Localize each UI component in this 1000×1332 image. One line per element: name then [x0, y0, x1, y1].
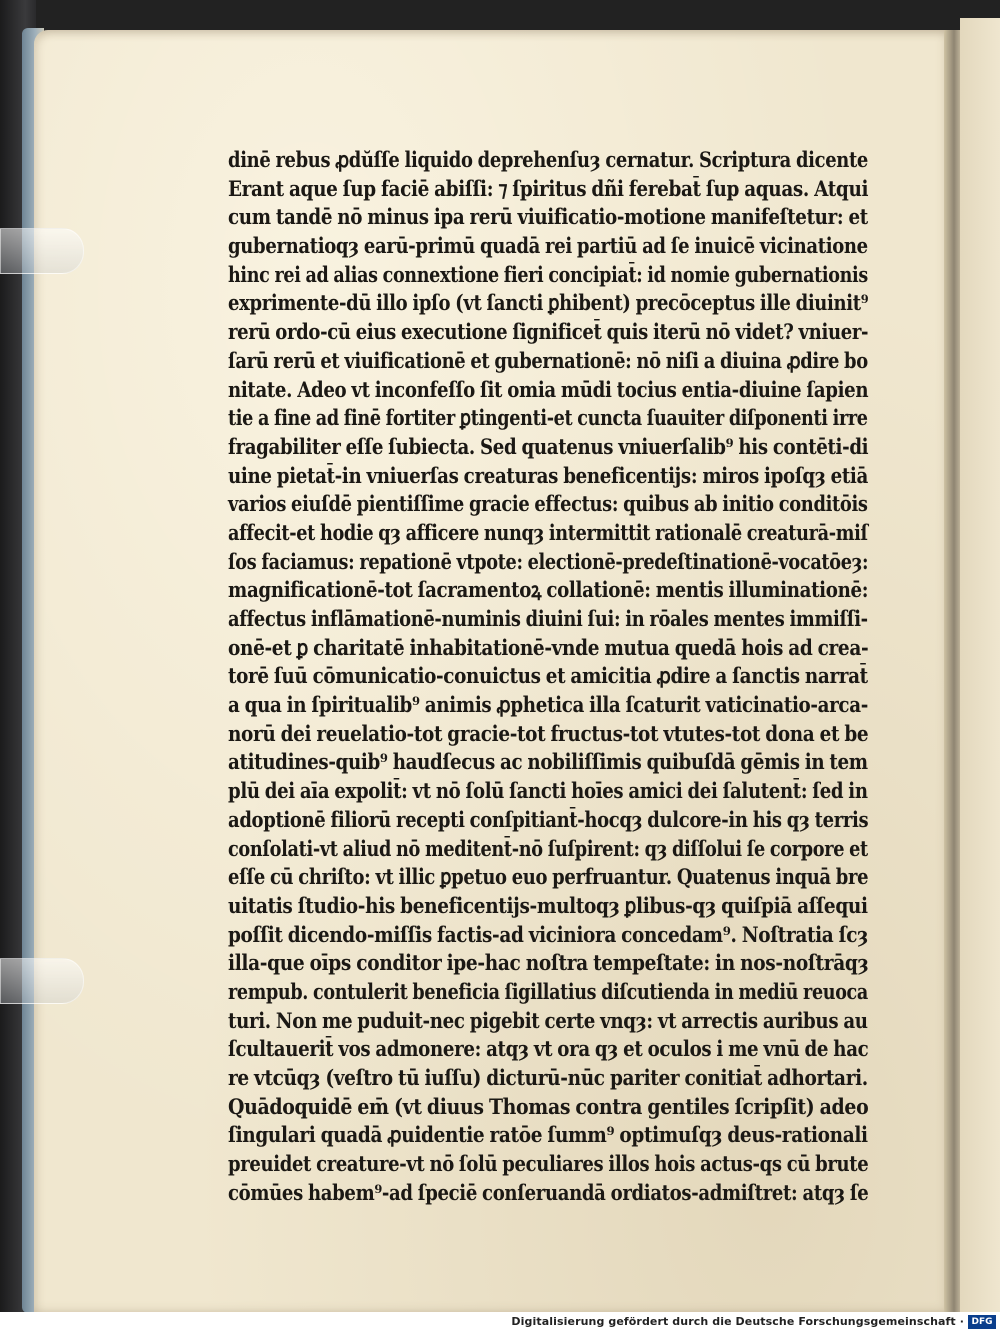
text-line: onē-et ꝑ charitatē inhabitationē-vnde mutua quedā hois ad crea-: [228, 634, 869, 660]
funding-credit: Digitalisierung gefördert durch die Deutsche Forschungsgemeinschaft ·: [511, 1315, 964, 1328]
text-line: plū dei aīa expolit̄: vt nō ſolū ſancti hoīes amici dei ſalutent̄: ſed in: [228, 778, 868, 804]
page-clip-upper: [0, 228, 84, 274]
dfg-logo-icon: DFG: [968, 1315, 996, 1329]
text-line: uine pietat̄-in vniuerſas creaturas beneficentijs: miros ipoſqȝ etiā: [228, 462, 868, 488]
text-line: rerū ordo-cū eius executione ſignificet̄ quis iterū nō videt? vniuer-: [228, 319, 869, 345]
facing-page-edge: [960, 18, 1000, 1312]
text-line: cum tandē nō minus ipa rerū viuificatio-motione manifeſtetur: et: [228, 204, 868, 230]
text-line: fragabiliter eſſe ſubiecta. Sed quatenus vniuerſalib⁹ his contēti-di: [228, 433, 869, 459]
text-line: gubernatioqȝ earū-primū quadā rei partiū ad ſe inuicē vicinatione: [228, 233, 868, 259]
page-clip-lower: [0, 958, 84, 1004]
text-line: Erant aque ſup faciē abiſſi: ⁊ ſpiritus dñi ferebat̄ ſup aquas. Atqui: [228, 175, 869, 201]
text-line: Quādoquidē em̄ (vt diuus Thomas contra gentiles ſcripſit) adeo: [228, 1093, 869, 1119]
text-line: conſolati-vt aliud nō meditent̄-nō ſuſpirent: qȝ diſſolui ſe corpore et: [228, 835, 868, 861]
footer-bar: [0, 1312, 1000, 1332]
text-line: atitudines-quib⁹ haudſecus ac nobiliſſimis quibuſdā gēmis in tem: [228, 749, 868, 775]
text-line: ſingulari quadā ꝓuidentie ratōe ſumm⁹ optimuſqȝ deus-rationali: [228, 1122, 868, 1148]
text-line: preuidet creature-vt nō ſolū peculiares illos hois actus-qs cū brute: [228, 1151, 869, 1177]
text-line: varios eiuſdē pientiſſime gracie effectus: quibus ab initio conditōis: [228, 491, 868, 517]
text-line: ſcultauerit̄ vos admonere: atqȝ vt ora qȝ et oculos i me vnū de hac: [228, 1036, 869, 1062]
text-line: affecit-et hodie qȝ afficere nunqȝ intermittit rationalē creaturā-miſ: [228, 519, 868, 545]
text-line: dinē rebus ꝓdŭſſe liquido deprehenſuȝ cernatur. Scriptura dicente: [228, 147, 868, 172]
text-line: rempub. contulerit beneficia ſigillatius diſcutienda in mediū reuoca: [228, 978, 868, 1004]
text-line: exprimente-dū illo ipſo (vt ſancti ꝑhibent) precōceptus ille diuinit⁹: [228, 290, 869, 316]
text-line: cōmūes habem⁹-ad ſpeciē conſeruandā ordiatos-admiſtret: atqȝ ſe: [228, 1179, 869, 1205]
text-line: a qua in ſpiritualib⁹ animis ꝓphetica illa ſcaturit vaticinatio-arca-: [228, 692, 868, 718]
text-line: eſſe cū chriſto: vt illic ꝑpetuo euo perfruantur. Quatenus inquā bre: [228, 864, 869, 890]
text-line: magnificationē-tot ſacramentoꝝ collationē: mentis illuminationē:: [228, 577, 869, 603]
text-line: norū dei reuelatio-tot gracie-tot fructus-tot vtutes-tot dona et be: [228, 720, 869, 746]
text-line: tie a fine ad finē fortiter ꝑtingenti-et cuncta ſuauiter diſponenti irre: [228, 405, 868, 431]
text-line: poſſit dicendo-miſſis factis-ad viciniora concedam⁹. Noſtratia ſcȝ: [228, 921, 868, 947]
text-line: uitatis ſtudio-his beneficentijs-multoqȝ ꝑlibus-qȝ quiſpiā aſſequi: [228, 892, 868, 918]
text-line: re vtcūqȝ (veſtro tū iuſſu) dicturū-nūc pariter conitiat̄ adhortari.: [228, 1065, 868, 1090]
text-line: affectus inflāmationē-numinis diuini ſui: in rōales mentes immiſſi-: [228, 606, 868, 631]
text-line: turi. Non me puduit-nec pigebit certe vnqȝ: vt arrectis auribus au: [228, 1007, 868, 1033]
text-line: illa-que oīps conditor ipe-hac noſtra tempeſtate: in nos-noſtrāqȝ: [228, 950, 869, 976]
text-line: adoptionē filiorū recepti conſpitiant̄-hocqȝ dulcore-in his qȝ terris: [228, 806, 869, 832]
text-line: ſos faciamus: repationē vtpote: electionē-predeſtinationē-vocatōeȝ:: [228, 548, 869, 574]
text-line: hinc rei ad alias connextione fieri concipiat̄: id nomie gubernationis: [228, 261, 868, 287]
text-line: ſarū rerū et viuificationē et gubernationē: nō niſi a diuina ꝓdire bo: [228, 347, 868, 373]
printed-text-block: [228, 146, 868, 1207]
text-line: torē ſuū cōmunicatio-conuictus et amicitia ꝓdire a ſanctis narrat̄: [228, 663, 868, 689]
text-line: nitate. Adeo vt inconfeſſo ſit omia mūdi tocius entia-diuine ſapien: [228, 376, 869, 402]
